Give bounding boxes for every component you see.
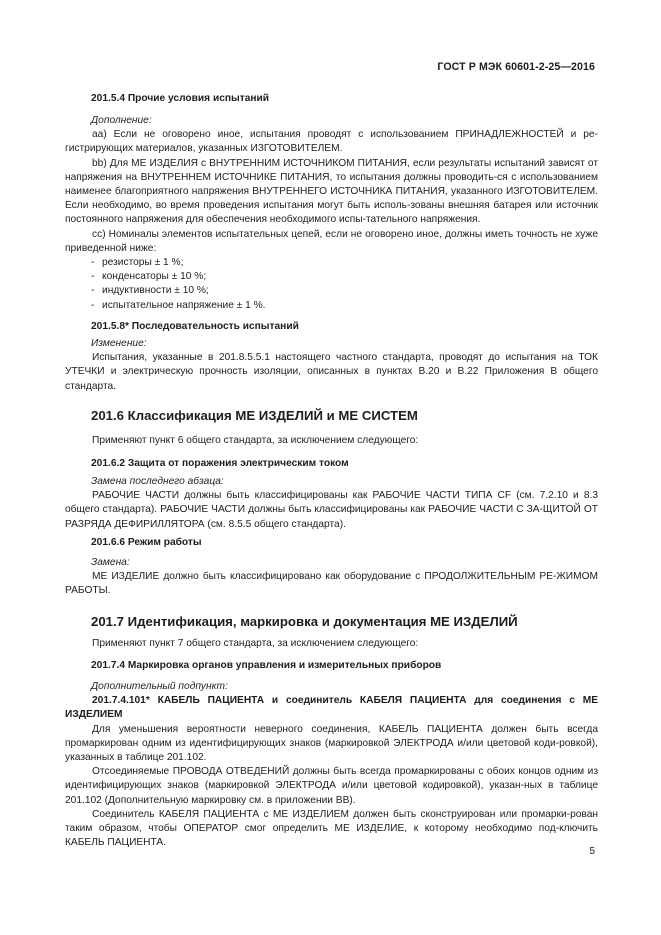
paragraph: Применяют пункт 7 общего стандарта, за исключением следующего: [92, 638, 419, 649]
amendment-label: Дополнение: [91, 115, 152, 126]
section-201-6-2 [65, 457, 598, 471]
section-heading: 201.5.8* Последовательность испытаний [91, 321, 299, 332]
chapter-heading: 201.6 Классификация МЕ ИЗДЕЛИЙ и МЕ СИСТЕМ [91, 408, 418, 423]
paragraph-aa: аа) Если не оговорено иное, испытания проводят с использованием ПРИНАДЛЕЖНОСТЕЙ и ре-гистрирующих материалов, указанных ИЗГОТОВИТЕЛЕМ. [65, 129, 598, 155]
section-heading: 201.5.4 Прочие условия испытаний [91, 93, 270, 104]
list-item: - испытательное напряжение ± 1 %. [91, 299, 266, 311]
tolerance-list [65, 256, 598, 313]
paragraph: МЕ ИЗДЕЛИЕ должно быть классифицировано как оборудование с ПРОДОЛЖИТЕЛЬНЫМ РЕ-ЖИМОМ РАБОТЫ. [65, 571, 598, 597]
section-heading: 201.7.4 Маркировка органов управления и измерительных приборов [91, 660, 442, 671]
page-number: 5 [589, 846, 595, 857]
paragraph-bb: bb) Для МЕ ИЗДЕЛИЯ с ВНУТРЕННИМ ИСТОЧНИКОМ ПИТАНИЯ, если результаты испытаний зависят от напряжения на ВНУТРЕННЕМ ИСТОЧНИКЕ ПИТАНИЯ, то испытания должны проводить-ся с использованием наименее благоприятного напряжения ВНУТРЕННЕГО ИСТОЧНИКА ПИТАНИЯ, указанного ИЗГОТОВИТЕЛЕМ. Если необходимо, во время проведения испытания могут быть исполь-зованы внешняя батарея или источник постоянного напряжения для обеспечения необходимого испы-тательного напряжения. [65, 157, 598, 226]
section-201-6 [65, 407, 598, 424]
section-201-7-body [65, 637, 598, 651]
section-201-7-4-body [65, 680, 598, 850]
section-201-6-body [65, 434, 598, 448]
list-item: - резисторы ± 1 %; [91, 257, 184, 269]
amendment-label: Изменение: [91, 338, 147, 349]
document-header: ГОСТ Р МЭК 60601-2-25—2016 [437, 61, 595, 73]
amendment-label: Замена последнего абзаца: [91, 476, 224, 487]
paragraph: Испытания, указанные в 201.8.5.5.1 настоящего частного стандарта, проводят до испытания на ТОК УТЕЧКИ и электрическую прочность изоляции, описанных в пунктах В.20 и В.22 Приложения В общего стандарта. [65, 352, 598, 392]
section-201-5-4-body [65, 114, 598, 313]
amendment-label: Дополнительный подпункт: [91, 681, 228, 692]
paragraph: Применяют пункт 6 общего стандарта, за исключением следующего: [92, 435, 419, 446]
section-201-7 [65, 613, 598, 630]
section-201-5-8-body [65, 337, 598, 394]
paragraph-cc: сс) Номиналы элементов испытательных цепей, если не оговорено иное, должны иметь точность не хуже приведенной ниже: [65, 228, 598, 254]
section-201-5-8 [65, 320, 598, 334]
paragraph: Отсоединяемые ПРОВОДА ОТВЕДЕНИЙ должны быть всегда промаркированы с обоих концов одним из идентифицирующих знаков (маркировкой ЭЛЕКТРОДА и/или цветовой кодировкой), указан-ных в таблице 201.102 (Дополнительную маркировку см. в приложении ВВ). [65, 766, 598, 806]
section-201-6-6-body [65, 556, 598, 599]
section-heading: 201.6.6 Режим работы [91, 537, 202, 548]
section-201-6-6 [65, 536, 598, 550]
section-heading: 201.6.2 Защита от поражения электрическим током [91, 458, 349, 469]
section-201-6-2-body [65, 475, 598, 532]
section-201-7-4 [65, 659, 598, 673]
list-item: - индуктивности ± 10 %; [91, 285, 209, 297]
paragraph: Для уменьшения вероятности неверного соединения, КАБЕЛЬ ПАЦИЕНТА должен быть всегда промаркирован одним из идентифицирующих знаков (маркировкой ЭЛЕКТРОДА и/или цветовой коди-ровкой), указанных в таблице 201.102. [65, 723, 598, 764]
chapter-heading: 201.7 Идентификация, маркировка и документация МЕ ИЗДЕЛИЙ [91, 614, 518, 629]
paragraph: РАБОЧИЕ ЧАСТИ должны быть классифицированы как РАБОЧИЕ ЧАСТИ ТИПА CF (см. 7.2.10 и 8.3 общего стандарта). РАБОЧИЕ ЧАСТИ должны быть классифицированы как РАБОЧИЕ ЧАСТИ С ЗА-ЩИТОЙ ОТ РАЗРЯДА ДЕФИРИЛЛЯТОРА (см. 8.5.5 общего стандарта). [65, 490, 598, 530]
amendment-label: Замена: [91, 557, 130, 568]
list-item: - конденсаторы ± 10 %; [91, 271, 207, 283]
paragraph: Соединитель КАБЕЛЯ ПАЦИЕНТА с МЕ ИЗДЕЛИЕМ должен быть сконструирован или промарки-рован таким образом, чтобы ОПЕРАТОР смог определить МЕ ИЗДЕЛИЕ, к которому необходимо под-ключить КАБЕЛЬ ПАЦИЕНТА. [65, 808, 598, 849]
section-201-5-4 [65, 92, 598, 106]
subsection-heading: 201.7.4.101* КАБЕЛЬ ПАЦИЕНТА и соединитель КАБЕЛЯ ПАЦИЕНТА для соединения с МЕ ИЗДЕЛИЕМ [65, 695, 598, 721]
